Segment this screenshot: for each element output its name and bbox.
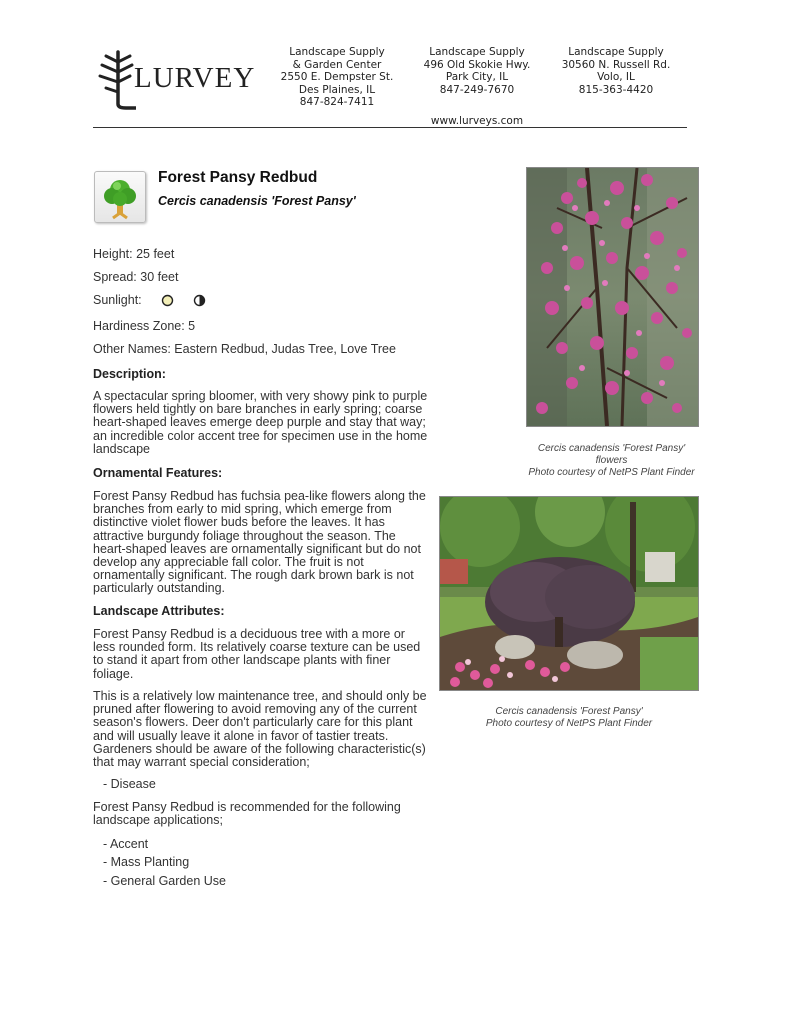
caption-line: Cercis canadensis 'Forest Pansy' bbox=[537, 443, 686, 454]
store-line: 496 Old Skokie Hwy. bbox=[423, 58, 531, 71]
landscape-para-2: This is a relatively low maintenance tree, and should only be pruned after flowering to avoid removing any of the current season's flowers. Deer don't particularly care for this plant and will usually leave it alone in favor of tastier treats. Gardeners should be aware of the following characteristic(s) that may warrant special consideration; bbox=[93, 689, 427, 770]
store-line: 847-824-7411 bbox=[299, 96, 375, 109]
lurvey-logo bbox=[96, 48, 256, 110]
full-sun-icon bbox=[161, 294, 174, 307]
logo-text: LURVEY bbox=[134, 62, 256, 94]
store-line: Landscape Supply bbox=[289, 46, 385, 58]
store-des-plaines bbox=[267, 46, 407, 109]
ornamental-text: Forest Pansy Redbud has fuchsia pea-like flowers along the branches from early to mid spring, which emerge from distinctive violet flower buds before the leaves. It has attractive burgundy foliage throughout the season. The heart-shaped leaves are ornamentally significant but do not develop any appreciable fall color. The fruit is not ornamentally significant. The rough dark brown bark is not particularly outstanding. bbox=[93, 489, 426, 596]
plant-botanical-name: Cercis canadensis 'Forest Pansy' bbox=[158, 194, 356, 208]
store-line: 847-249-7670 bbox=[439, 83, 515, 96]
plant-common-name: Forest Pansy Redbud bbox=[158, 169, 318, 186]
store-park-city bbox=[407, 46, 547, 96]
spread-value: Spread: 30 feet bbox=[93, 270, 179, 284]
store-line: 815-363-4420 bbox=[578, 83, 654, 96]
caption-line: flowers bbox=[595, 455, 628, 466]
store-line: Landscape Supply bbox=[568, 46, 664, 58]
store-line: Park City, IL bbox=[445, 71, 509, 84]
store-line: Des Plaines, IL bbox=[298, 83, 376, 96]
store-volo bbox=[546, 46, 686, 96]
landscape-para-3: Forest Pansy Redbud is recommended for the following landscape applications; bbox=[93, 800, 401, 828]
application-item: - Accent bbox=[103, 837, 149, 851]
application-item: - Mass Planting bbox=[103, 855, 190, 869]
tree-logo-icon bbox=[96, 48, 136, 110]
photo-2-caption bbox=[439, 706, 699, 730]
sunlight-row bbox=[93, 293, 206, 307]
partial-shade-icon bbox=[193, 294, 206, 307]
caption-line: Photo courtesy of NetPS Plant Finder bbox=[528, 467, 695, 478]
ornamental-heading: Ornamental Features: bbox=[93, 466, 223, 480]
store-line: 30560 N. Russell Rd. bbox=[561, 58, 671, 71]
header-divider bbox=[93, 127, 687, 128]
redbud-flowers-photo bbox=[526, 167, 699, 427]
height-value: Height: 25 feet bbox=[93, 247, 175, 261]
redbud-landscape-photo bbox=[439, 496, 699, 691]
other-names: Other Names: Eastern Redbud, Judas Tree, Love Tree bbox=[93, 342, 396, 356]
store-line: Landscape Supply bbox=[429, 46, 525, 58]
caption-line: Cercis canadensis 'Forest Pansy' bbox=[495, 706, 643, 717]
description-text: A spectacular spring bloomer, with very showy pink to purple flowers held tightly on bare branches in early spring; coarse heart-shaped leaves emerge deep purple and stay that way; an incredible color accent tree for specimen use in the home landscape bbox=[93, 389, 428, 456]
store-line: Volo, IL bbox=[597, 71, 635, 84]
hardiness-zone: Hardiness Zone: 5 bbox=[93, 319, 196, 333]
tree-icon bbox=[94, 171, 146, 223]
description-heading: Description: bbox=[93, 367, 166, 381]
landscape-para-1: Forest Pansy Redbud is a deciduous tree with a more or less rounded form. Its relatively coarse texture can be used to stand it apart from other landscape plants with finer foliage. bbox=[93, 627, 421, 681]
sunlight-label: Sunlight: bbox=[93, 293, 142, 307]
website-link[interactable]: www.lurveys.com bbox=[430, 115, 524, 127]
photo-1-caption bbox=[526, 443, 697, 479]
landscape-heading: Landscape Attributes: bbox=[93, 604, 225, 618]
store-line: & Garden Center bbox=[292, 58, 382, 71]
application-item: - General Garden Use bbox=[103, 874, 226, 888]
store-line: 2550 E. Dempster St. bbox=[280, 71, 394, 84]
caption-line: Photo courtesy of NetPS Plant Finder bbox=[485, 718, 653, 729]
consideration-item: - Disease bbox=[103, 777, 156, 791]
